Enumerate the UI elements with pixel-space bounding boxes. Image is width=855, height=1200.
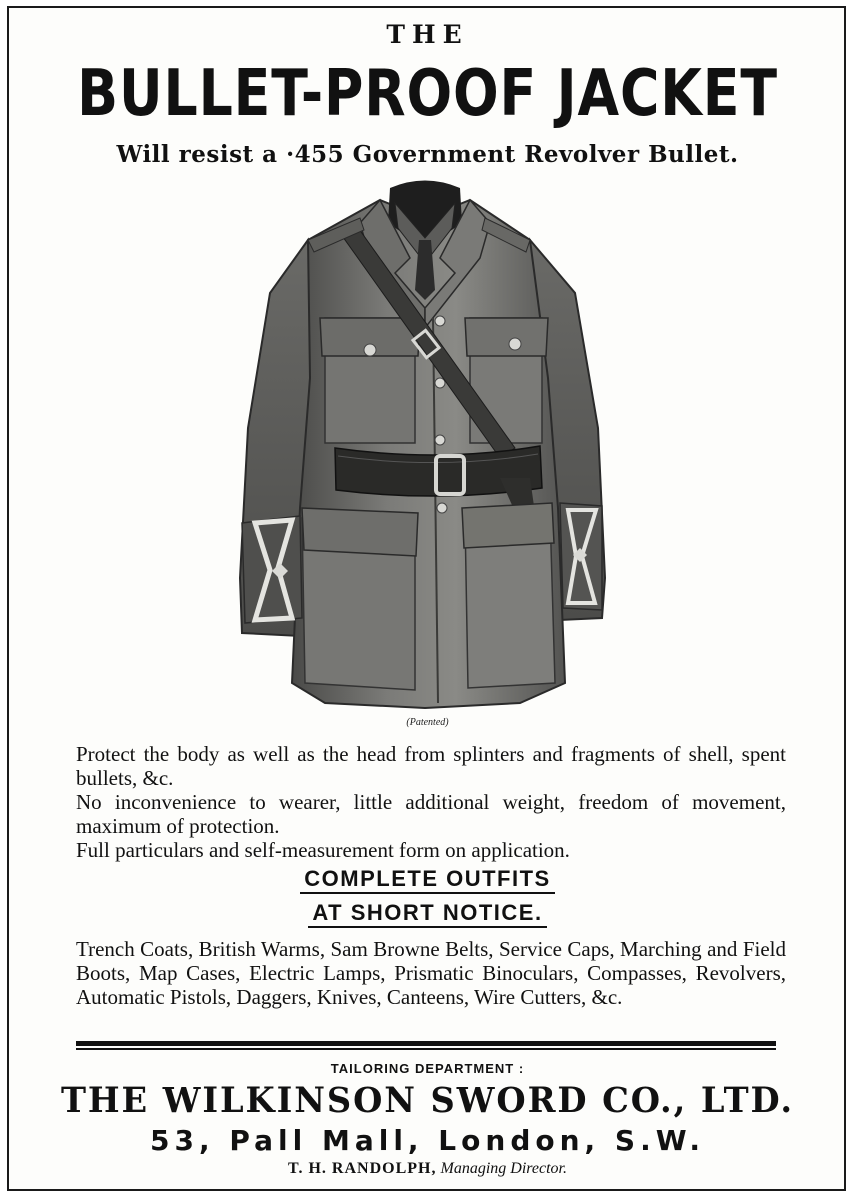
company-address: 53, Pall Mall, London, S.W. (150, 1124, 705, 1157)
divider-thick (76, 1041, 776, 1046)
director-name: T. H. RANDOLPH, (288, 1160, 437, 1177)
company-name: THE WILKINSON SWORD CO., LTD. (60, 1080, 795, 1121)
jacket-illustration (230, 178, 615, 713)
page-title: BULLET-PROOF JACKET (77, 57, 778, 131)
outfits-line-1-text: COMPLETE OUTFITS (300, 866, 554, 894)
divider-thin (76, 1048, 776, 1050)
outfits-line-2-text: AT SHORT NOTICE. (308, 900, 546, 928)
page-subtitle: Will resist a ·455 Government Revolver Bullet. (116, 141, 739, 168)
body-paragraph-1: Protect the body as well as the head from splinters and fragments of shell, spent bullets, &c. (76, 742, 786, 790)
outfits-line-2 (0, 900, 855, 926)
department-label: TAILORING DEPARTMENT : (330, 1061, 525, 1076)
managing-director (0, 1160, 855, 1178)
director-role: Managing Director. (440, 1160, 567, 1177)
body-paragraph-2: No inconvenience to wearer, little additional weight, freedom of movement, maximum of protection. (76, 790, 786, 838)
goods-list: Trench Coats, British Warms, Sam Browne Belts, Service Caps, Marching and Field Boots, Map Cases, Electric Lamps, Prismatic Binoculars, Compasses, Revolvers, Automatic Pistols, Daggers, Knives, Canteens, Wire Cutters, &c. (76, 937, 786, 1009)
outfits-line-1 (0, 866, 855, 892)
heading-the: THE (386, 20, 469, 49)
patent-caption: (Patented) (406, 717, 449, 728)
body-paragraph-3: Full particulars and self-measurement form on application. (76, 838, 570, 862)
